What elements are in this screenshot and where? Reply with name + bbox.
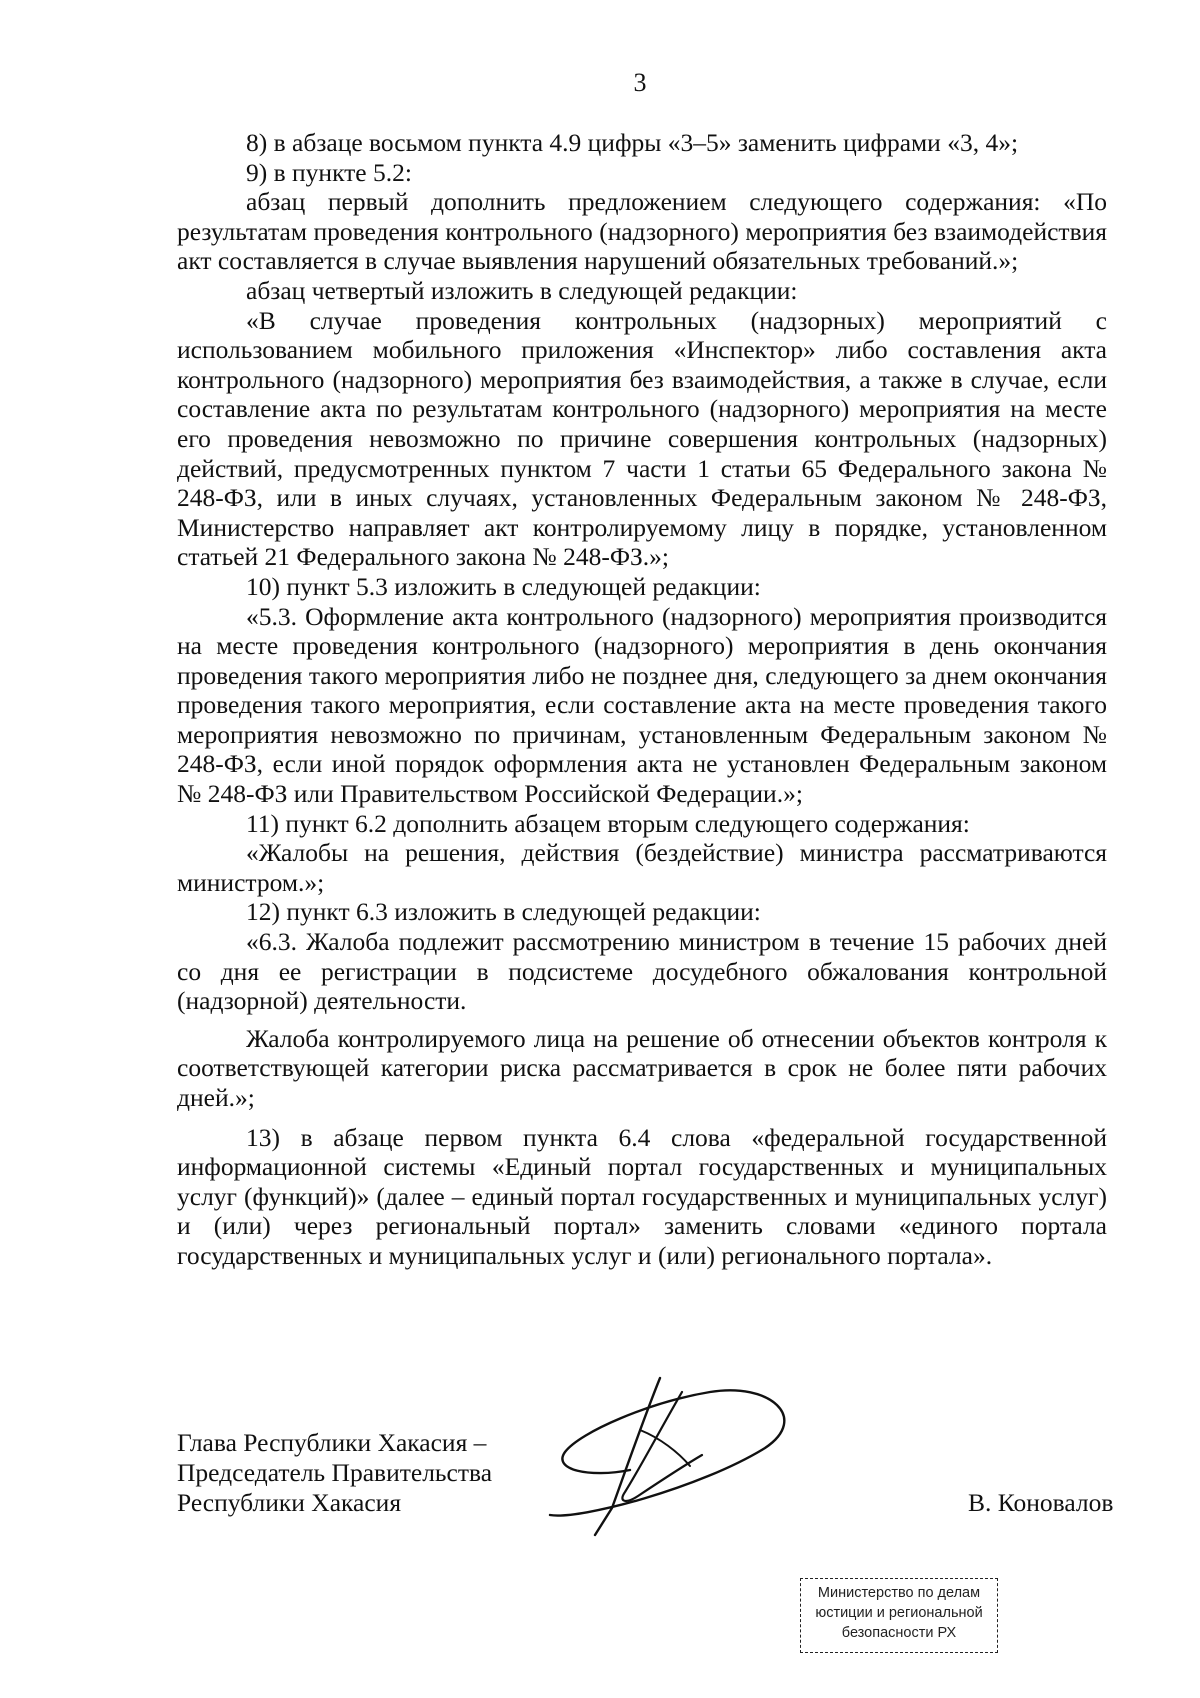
- stamp-line: безопасности РХ: [841, 1625, 957, 1641]
- document-body: [177, 128, 1107, 1271]
- stamp-line: Министерство по делам: [817, 1585, 981, 1601]
- paragraph-item-12-text-2: Жалоба контролируемого лица на решение об отнесении объектов контроля к соответствующей категории риска рассматривается в срок не более пяти рабочих дней.»;: [177, 1023, 1107, 1112]
- stamp-line: юстиции и региональной: [815, 1605, 983, 1621]
- signer-name: В. Коновалов: [968, 1488, 1114, 1517]
- paragraph-item-12: 12) пункт 6.3 изложить в следующей редакции:: [246, 897, 761, 927]
- paragraph-item-13: 13) в абзаце первом пункта 6.4 слова «федеральной государственной информационной системы «Единый портал государственных и муниципальных услуг (функций)» (далее – единый портал государственных и муниципальных услуг) и (или) через региональный портал» заменить словами «единого портала государственных и муниципальных услуг и (или) регионального портала».: [177, 1122, 1107, 1270]
- paragraph-item-9: 9) в пункте 5.2:: [246, 157, 412, 187]
- paragraph-item-11: 11) пункт 6.2 дополнить абзацем вторым следующего содержания:: [246, 808, 970, 838]
- signer-title-line: Председатель Правительства: [177, 1458, 493, 1487]
- paragraph-item-10: 10) пункт 5.3 изложить в следующей редакции:: [246, 571, 761, 601]
- paragraph-item-8: 8) в абзаце восьмом пункта 4.9 цифры «3–5» заменить цифрами «3, 4»;: [246, 128, 1019, 157]
- signer-title: [177, 1428, 492, 1518]
- signer-title-line: Глава Республики Хакасия –: [177, 1428, 487, 1457]
- paragraph-item-12-text: «6.3. Жалоба подлежит рассмотрению министром в течение 15 рабочих дней со дня ее регистрации в подсистеме досудебного обжалования контрольной (надзорной) деятельности.: [177, 927, 1107, 1016]
- page-number: 3: [633, 68, 647, 97]
- paragraph-item-9-abzac-1: абзац первый дополнить предложением следующего содержания: «По результатам проведения контрольного (надзорного) мероприятия без взаимодействия акт составляется в случае выявления нарушений обязательных требований.»;: [177, 187, 1107, 276]
- paragraph-item-9-abzac-4-intro: абзац четвертый изложить в следующей редакции:: [246, 275, 798, 305]
- signer-title-line: Республики Хакасия: [177, 1488, 402, 1517]
- paragraph-item-9-abzac-4-text: «В случае проведения контрольных (надзорных) мероприятий с использованием мобильного приложения «Инспектор» либо составления акта контрольного (надзорного) мероприятия без взаимодействия, а также в случае, если составление акта по результатам контрольного (надзорного) мероприятия на месте его проведения невозможно по причине совершения контрольных (надзорных) действий, предусмотренных пунктом 7 части 1 статьи 65 Федерального закона № 248-ФЗ, или в иных случаях, установленных Федеральным законом № 248-ФЗ, Министерство направляет акт контролируемому лицу в порядке, установленном статьей 21 Федерального закона № 248-ФЗ.»;: [177, 305, 1107, 572]
- paragraph-item-11-text: «Жалобы на решения, действия (бездействие) министра рассматриваются министром.»;: [177, 838, 1107, 897]
- paragraph-item-10-text: «5.3. Оформление акта контрольного (надзорного) мероприятия производится на месте проведения контрольного (надзорного) мероприятия в день окончания проведения такого мероприятия либо не позднее дня, следующего за днем окончания проведения такого мероприятия, если составление акта на месте проведения такого мероприятия невозможно по причинам, установленным Федеральным законом № 248-ФЗ, если иной порядок оформления акта не установлен Федеральным законом № 248-ФЗ или Правительством Российской Федерации.»;: [177, 601, 1107, 809]
- registration-stamp: [800, 1578, 998, 1653]
- handwritten-signature: [520, 1370, 820, 1550]
